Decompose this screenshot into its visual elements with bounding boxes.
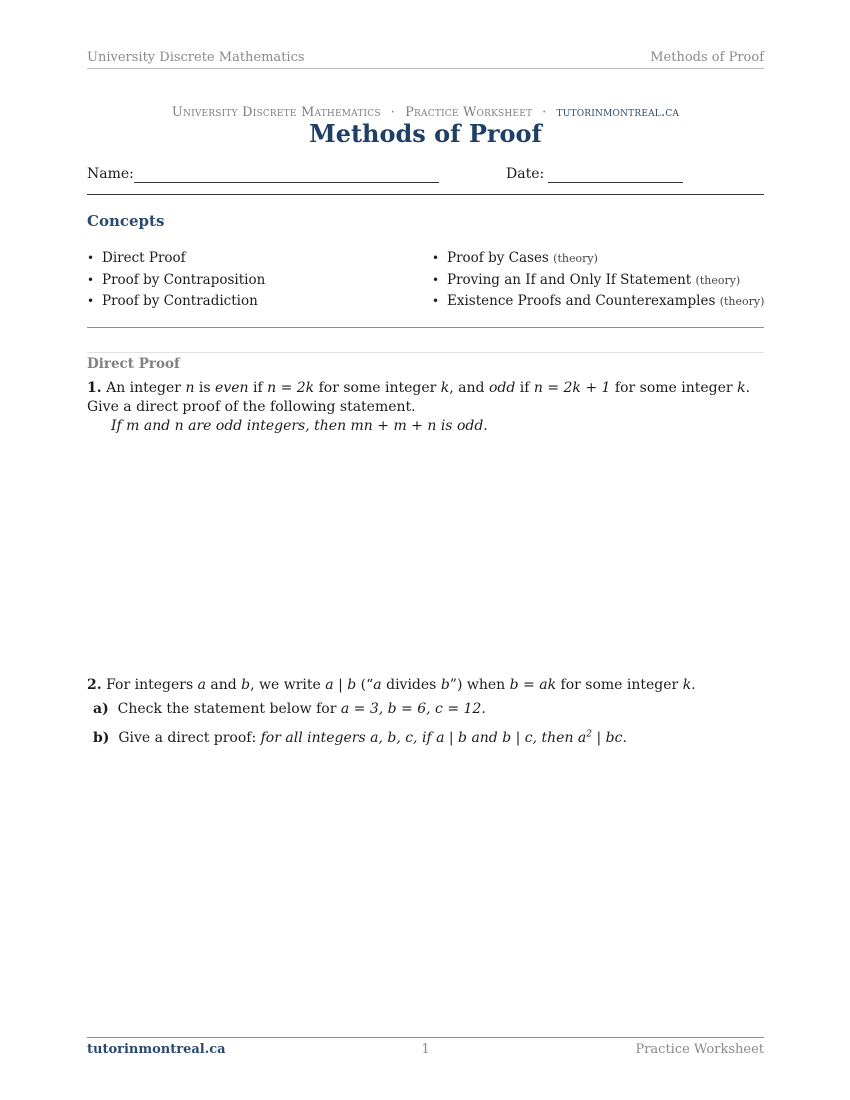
name-label: Name: (87, 166, 134, 182)
problem-2-part-a (87, 700, 764, 719)
concept-tag: (theory) (553, 252, 598, 265)
math-var: k (682, 677, 692, 693)
banner-course: University Discrete Mathematics (171, 105, 381, 120)
term-even: even (215, 380, 249, 396)
problem-text: if (248, 380, 268, 396)
math-var: a (197, 677, 206, 693)
problem-text: , we write (250, 677, 326, 693)
term-odd: odd (488, 380, 516, 396)
page-footer (87, 1042, 764, 1060)
concept-label: Direct Proof (102, 250, 186, 266)
math-expr: a | b (325, 677, 357, 693)
concepts-heading: Concepts (87, 212, 165, 230)
concepts-list-right (432, 250, 764, 315)
name-field[interactable] (134, 182, 439, 183)
name-date-row (87, 166, 764, 186)
math-expr: a = 3, b = 6, c = 12 (340, 701, 482, 717)
math-var: n (185, 380, 195, 396)
concept-item (432, 272, 764, 294)
math-var: b (241, 677, 251, 693)
math-var: b (440, 677, 450, 693)
problem-text: for some integer (314, 380, 441, 396)
concepts-list-left (87, 250, 265, 315)
problem-text: An integer (106, 380, 186, 396)
bullet-icon: • (432, 251, 440, 265)
banner-worksheet: Practice Worksheet (405, 105, 533, 120)
bullet-icon: • (87, 294, 95, 308)
problem-number: 1. (87, 380, 102, 396)
footer-site: tutorinmontreal.ca (87, 1042, 226, 1057)
banner-site: tutorinmontreal.ca (556, 105, 680, 120)
part-text: Check the statement below for (117, 701, 341, 717)
math-expr: n = 2k + 1 (533, 380, 611, 396)
concept-label: Proof by Contradiction (102, 293, 258, 309)
concept-tag: (theory) (695, 273, 741, 287)
part-statement: for all integers a, b, c, if a | b and b | c, then a (260, 730, 587, 746)
problem-text: For integers (106, 677, 198, 693)
running-header (87, 50, 764, 69)
math-exponent: 2 (586, 729, 593, 740)
concept-tag: (theory) (719, 295, 765, 308)
part-text: . (622, 730, 627, 746)
math-expr: b = ak (509, 677, 557, 693)
concept-item (87, 250, 265, 272)
math-var: k (737, 380, 746, 396)
problem-text: for some integer (610, 380, 738, 396)
problem-2-part-b (87, 729, 764, 748)
math-var: k (440, 380, 450, 396)
math-var: a (373, 677, 382, 693)
problem-2 (87, 676, 764, 748)
date-label: Date: (506, 166, 545, 182)
banner-separator: · (390, 105, 396, 120)
problem-1 (87, 379, 764, 436)
concept-item (87, 272, 265, 294)
section-heading: Direct Proof (87, 356, 180, 372)
problem-text: (“ (356, 677, 374, 693)
part-text: . (481, 701, 486, 717)
problem-1-text (87, 379, 764, 417)
page-title: Methods of Proof (309, 119, 542, 148)
problem-text: . (691, 677, 696, 693)
running-header-course: University Discrete Mathematics (87, 50, 305, 65)
problem-text: , and (449, 380, 489, 396)
problem-text: ”) when (449, 677, 510, 693)
concept-label: Proof by Contraposition (102, 271, 266, 288)
concept-label: Existence Proofs and Counterexamples (447, 293, 716, 309)
page-number: 1 (421, 1042, 430, 1057)
bullet-icon: • (87, 251, 95, 265)
worksheet-banner (87, 105, 764, 120)
part-label: a) (93, 701, 109, 717)
bullet-icon: • (432, 294, 440, 308)
date-field[interactable] (548, 182, 683, 183)
concept-label: Proving an If and Only If Statement (447, 271, 692, 288)
bullet-icon: • (432, 272, 440, 287)
footer-label: Practice Worksheet (635, 1042, 764, 1057)
concept-item (432, 250, 764, 272)
part-statement: | bc (592, 730, 623, 746)
part-label: b) (93, 730, 110, 746)
concept-item (87, 293, 265, 315)
problem-text: . Give a direct proof of the following statement. (87, 380, 751, 415)
problem-text: for some integer (556, 677, 683, 693)
problem-text: and (205, 677, 242, 693)
footer-divider (87, 1037, 764, 1038)
banner-separator: · (542, 105, 547, 120)
running-header-topic: Methods of Proof (650, 50, 764, 65)
problem-text: divides (381, 677, 441, 693)
header-divider (87, 194, 764, 195)
math-expr: n = 2k (267, 380, 315, 396)
concept-item (432, 293, 764, 315)
part-text: Give a direct proof: (118, 730, 261, 746)
problem-2-text (87, 676, 764, 695)
bullet-icon: • (87, 272, 95, 287)
problem-text: is (194, 380, 216, 396)
problem-number: 2. (87, 677, 102, 693)
problem-text: if (515, 380, 534, 396)
section-divider (87, 352, 764, 353)
concept-label: Proof by Cases (447, 250, 549, 266)
concepts-divider (87, 327, 764, 328)
problem-1-statement: If m and n are odd integers, then mn + m + n is odd. (111, 418, 488, 434)
